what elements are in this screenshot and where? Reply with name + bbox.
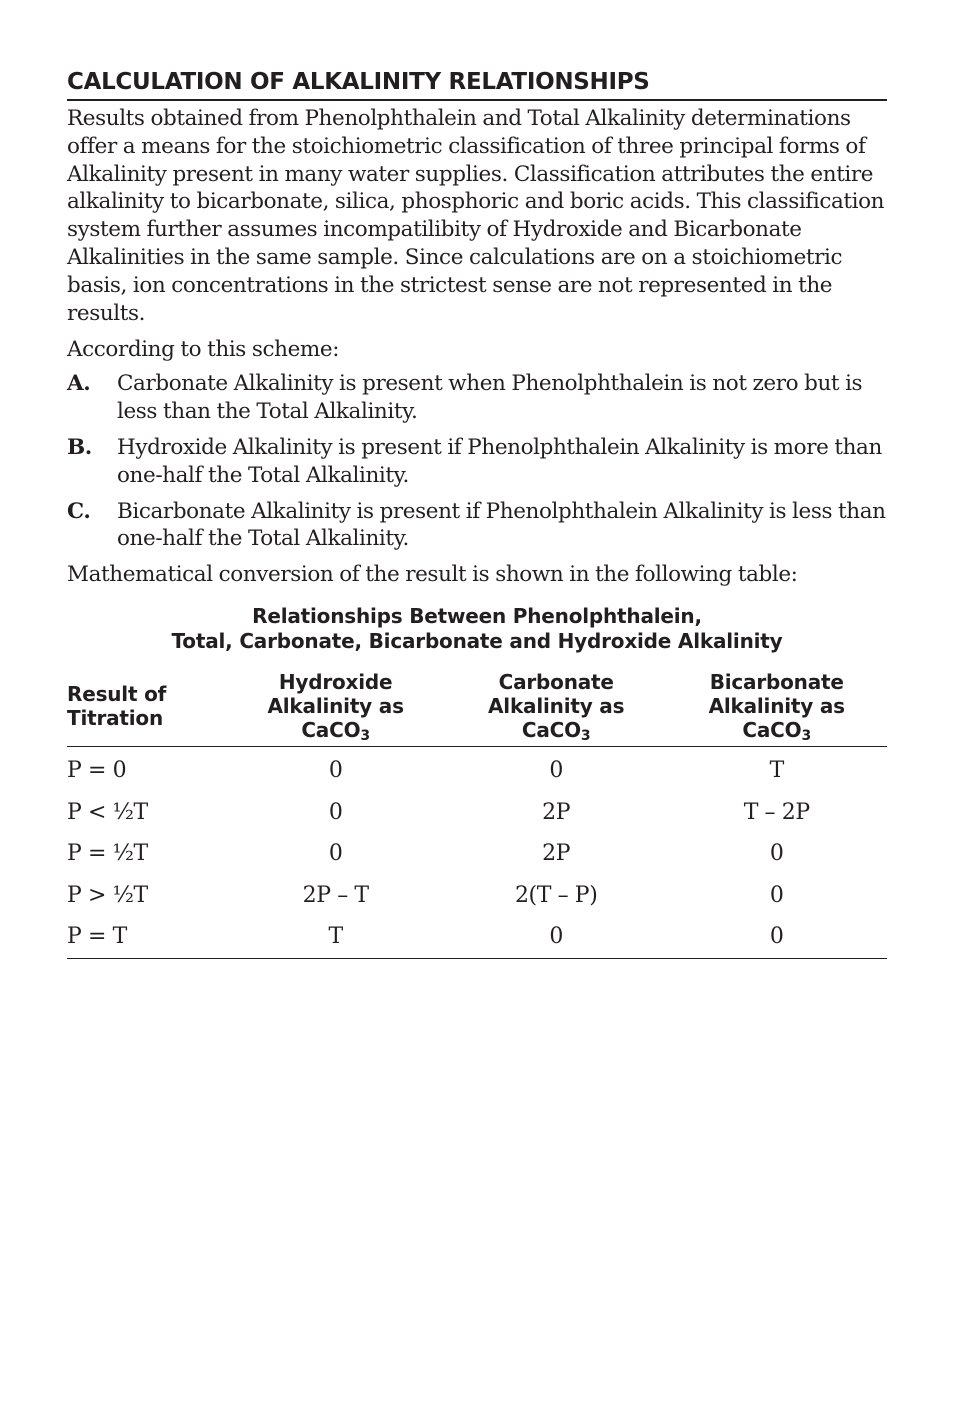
header-line: Result of xyxy=(67,682,167,707)
list-item-letter: C. xyxy=(67,498,91,524)
header-subscript: 3 xyxy=(580,727,591,744)
header-line xyxy=(225,718,446,742)
header-subscript: 3 xyxy=(360,727,370,744)
list-item-text: Bicarbonate Alkalinity is present if Phenolphthalein Alkalinity is less than one-half the Total Alkalinity. xyxy=(117,498,886,552)
table-cell-bicarbonate: 0 xyxy=(666,916,887,958)
table-cell-result: P = T xyxy=(67,916,225,958)
table-cell-bicarbonate: T – 2P xyxy=(743,799,810,825)
header-result-of-titration xyxy=(67,670,225,747)
header-line: Carbonate xyxy=(498,670,614,695)
header-formula: CaCO xyxy=(301,718,361,743)
table-cell-result: P < ½T xyxy=(67,799,148,825)
table-cell-hydroxide: 0 xyxy=(328,841,343,867)
list-item xyxy=(67,498,887,554)
table-cell-hydroxide: 2P – T xyxy=(302,882,369,908)
header-line: Alkalinity as xyxy=(488,694,625,719)
math-note: Mathematical conversion of the result is shown in the following table: xyxy=(67,562,798,588)
header-line: Alkalinity as xyxy=(267,694,404,719)
list-item xyxy=(67,434,887,490)
header-hydroxide xyxy=(225,670,446,747)
table-cell-hydroxide: 0 xyxy=(328,758,343,784)
table-cell-hydroxide: T xyxy=(225,916,446,958)
header-line xyxy=(446,718,667,742)
table-cell-bicarbonate: 0 xyxy=(769,882,784,908)
header-formula: CaCO xyxy=(742,718,802,743)
table-cell-bicarbonate: T xyxy=(769,758,784,784)
table-row xyxy=(67,792,887,834)
table-title-line: Total, Carbonate, Bicarbonate and Hydroxide Alkalinity xyxy=(171,629,783,654)
table-title xyxy=(67,604,887,654)
table-row xyxy=(67,916,887,958)
scheme-intro: According to this scheme: xyxy=(67,337,340,363)
table-row xyxy=(67,875,887,917)
header-subscript: 3 xyxy=(801,727,812,744)
table-row xyxy=(67,747,887,792)
header-line: Alkalinity as xyxy=(708,694,845,719)
table-title-line: Relationships Between Phenolphthalein, xyxy=(252,604,702,629)
header-line: Hydroxide xyxy=(278,670,393,695)
section-heading: CALCULATION OF ALKALINITY RELATIONSHIPS xyxy=(67,66,887,101)
list-item-text: Hydroxide Alkalinity is present if Phenolphthalein Alkalinity is more than one-half the Total Alkalinity. xyxy=(117,434,882,488)
list-item-letter: A. xyxy=(67,371,91,397)
table-row xyxy=(67,833,887,875)
table-header-row xyxy=(67,670,887,747)
list-item-text: Carbonate Alkalinity is present when Phenolphthalein is not zero but is less than the Total Alkalinity. xyxy=(117,371,863,425)
header-line: Bicarbonate xyxy=(709,670,844,695)
table-cell-bicarbonate: 0 xyxy=(769,841,784,867)
table-cell-carbonate: 2P xyxy=(542,841,571,867)
table-cell-carbonate: 2P xyxy=(542,799,571,825)
document-page xyxy=(67,66,887,959)
table-cell-carbonate: 0 xyxy=(446,916,667,958)
table-cell-carbonate: 0 xyxy=(549,758,563,784)
body-paragraph: Results obtained from Phenolphthalein and Total Alkalinity determinations offer a means for the stoichiometric classification of three principal forms of Alkalinity present in many water supplies. Classification attributes the entire alkalinity to bicarbonate, silica, phosphoric and boric acids. This classification system further assumes incompatilibity of Hydroxide and Bicarbonate Alkalinities in the same sample. Since calculations are on a stoichiometric basis, ion concentrations in the strictest sense are not represented in the results. xyxy=(67,106,885,326)
header-formula: CaCO xyxy=(521,718,581,743)
table-cell-result: P = ½T xyxy=(67,841,148,867)
list-item-letter: B. xyxy=(67,434,92,460)
scheme-list xyxy=(67,370,887,553)
header-bicarbonate xyxy=(666,670,887,747)
alkalinity-table xyxy=(67,670,887,959)
list-item xyxy=(67,370,887,426)
table-cell-hydroxide: 0 xyxy=(328,799,343,825)
table-cell-result: P > ½T xyxy=(67,882,148,908)
table-cell-result: P = 0 xyxy=(67,758,127,784)
header-carbonate xyxy=(446,670,667,747)
header-line: Titration xyxy=(67,706,164,731)
table-cell-carbonate: 2(T – P) xyxy=(514,882,598,908)
header-line xyxy=(666,718,887,742)
